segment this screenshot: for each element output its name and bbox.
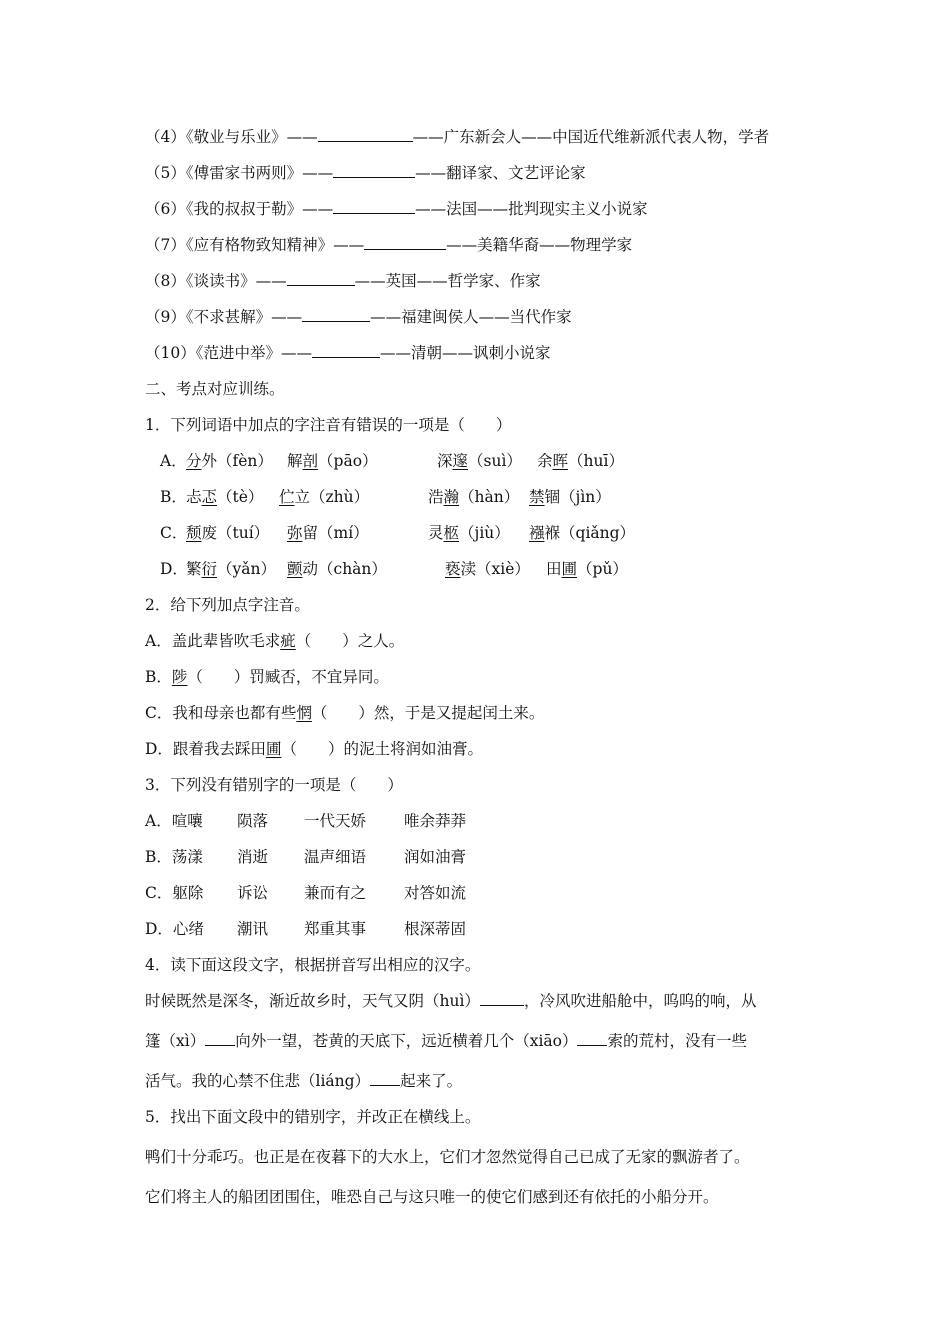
answer-blank[interactable] xyxy=(333,163,415,178)
option-letter: B． xyxy=(160,488,187,506)
question-3-stem: 3．下列没有错别字的一项是（ ） xyxy=(145,776,403,794)
author-post: ——翻译家、文艺评论家 xyxy=(415,164,586,182)
author-line-9 xyxy=(145,307,572,327)
option-word-2: 颤动（chàn） xyxy=(287,560,387,578)
answer-blank[interactable] xyxy=(312,343,380,358)
question-2-stem: 2．给下列加点字注音。 xyxy=(145,596,310,614)
option-cell: 唯余莽莽 xyxy=(404,812,467,830)
answer-blank[interactable] xyxy=(480,991,524,1006)
question-4-passage-line-1: 时候既然是深冬，渐近故乡时，天气又阴（huì） ，冷风吹进船舱中，呜呜的响，从 xyxy=(145,992,757,1010)
author-pre: （4）《敬业与乐业》—— xyxy=(145,128,318,146)
author-pre: （5）《傅雷家书两则》—— xyxy=(145,164,334,182)
option-cell: C．躯除 xyxy=(145,884,204,902)
option-letter: A． xyxy=(160,452,187,470)
option-cell: A．喧嚷 xyxy=(145,812,203,830)
author-pre: （8）《谈读书》—— xyxy=(145,272,287,290)
option-cell: 诉讼 xyxy=(237,884,269,902)
author-pre: （9）《不求甚解》—— xyxy=(145,308,303,326)
answer-blank[interactable] xyxy=(364,235,446,250)
option-word-1: 忐忑（tè） xyxy=(186,488,264,506)
question-5-passage-line-1: 鸭们十分乖巧。也正是在夜暮下的大水上，它们才忽然觉得自己已成了无家的飘游者了。 xyxy=(145,1148,750,1166)
option-word-4: 田圃（pǔ） xyxy=(546,560,628,578)
question-4-passage-line-2: 篷（xì） 向外一望，苍黄的天底下，远近横着几个（xiāo） 索的荒村，没有一些 xyxy=(145,1032,747,1050)
option-word-4: 襁褓（qiǎng） xyxy=(529,524,636,542)
option-cell: D．心绪 xyxy=(145,920,204,938)
section-title: 二、考点对应训练。 xyxy=(145,380,285,398)
option-cell: 对答如流 xyxy=(404,884,467,902)
author-post: ——广东新会人——中国近代维新派代表人物，学者 xyxy=(412,128,770,146)
option-cell: 一代天娇 xyxy=(304,812,367,830)
question-4-passage-line-3: 活气。我的心禁不住悲（liáng） 起来了。 xyxy=(145,1072,463,1090)
answer-blank[interactable] xyxy=(318,127,413,142)
answer-blank[interactable] xyxy=(370,1071,400,1086)
author-line-4 xyxy=(145,127,769,147)
option-word-1: 颓废（tuí） xyxy=(186,524,270,542)
option-word-4: 禁锢（jìn） xyxy=(529,488,611,506)
option-word-2: 伫立（zhù） xyxy=(279,488,370,506)
author-line-8 xyxy=(145,271,541,291)
option-cell: 潮讯 xyxy=(237,920,269,938)
author-pre: （6）《我的叔叔于勒》—— xyxy=(145,200,334,218)
option-word-4: 余晖（huī） xyxy=(537,452,624,470)
question-2-item-c: C．我和母亲也都有些惘（ ）然，于是又提起闰土来。 xyxy=(145,704,545,722)
option-word-1: 繁衍（yǎn） xyxy=(186,560,277,578)
author-post: ——英国——哲学家、作家 xyxy=(354,272,541,290)
option-word-3: 浩瀚（hàn） xyxy=(428,488,520,506)
option-word-3: 深邃（suì） xyxy=(437,452,522,470)
option-word-2: 弥留（mí） xyxy=(287,524,369,542)
question-5-stem: 5．找出下面文段中的错别字，并改正在横线上。 xyxy=(145,1108,481,1126)
question-4-stem: 4．读下面这段文字，根据拼音写出相应的汉字。 xyxy=(145,956,481,974)
author-line-6 xyxy=(145,199,648,219)
author-post: ——美籍华裔——物理学家 xyxy=(446,236,633,254)
option-word-3: 灵柩（jiù） xyxy=(428,524,510,542)
question-1-stem: 1．下列词语中加点的字注音有错误的一项是（ ） xyxy=(145,416,512,434)
author-post: ——清朝——讽刺小说家 xyxy=(379,344,551,362)
author-post: ——法国——批判现实主义小说家 xyxy=(415,200,648,218)
answer-blank[interactable] xyxy=(287,271,355,286)
option-cell: B．荡漾 xyxy=(145,848,203,866)
question-2-item-d: D．跟着我去踩田圃（ ）的泥土将润如油膏。 xyxy=(145,740,483,758)
author-line-10 xyxy=(145,343,551,363)
option-letter: D． xyxy=(160,560,188,578)
option-cell: 润如油膏 xyxy=(404,848,467,866)
option-cell: 根深蒂固 xyxy=(404,920,467,938)
question-5-passage-line-2: 它们将主人的船团团围住，唯恐自己与这只唯一的使它们感到还有依托的小船分开。 xyxy=(145,1188,719,1206)
answer-blank[interactable] xyxy=(302,307,370,322)
option-cell: 消逝 xyxy=(237,848,269,866)
option-cell: 陨落 xyxy=(237,812,269,830)
question-2-item-b: B．陟（ ）罚臧否，不宜异同。 xyxy=(145,668,389,686)
answer-blank[interactable] xyxy=(333,199,415,214)
option-cell: 温声细语 xyxy=(304,848,367,866)
author-post: ——福建闽侯人——当代作家 xyxy=(370,308,572,326)
author-pre: （7）《应有格物致知精神》—— xyxy=(145,236,365,254)
option-word-2: 解剖（pāo） xyxy=(287,452,378,470)
author-pre: （10）《范进中举》—— xyxy=(145,344,312,362)
option-cell: 兼而有之 xyxy=(304,884,367,902)
author-line-7 xyxy=(145,235,632,255)
answer-blank[interactable] xyxy=(205,1031,235,1046)
answer-blank[interactable] xyxy=(577,1031,607,1046)
author-line-5 xyxy=(145,163,586,183)
option-cell: 郑重其事 xyxy=(304,920,367,938)
option-word-1: 分外（fèn） xyxy=(186,452,273,470)
question-2-item-a: A．盖此辈皆吹毛求疵（ ）之人。 xyxy=(145,632,405,650)
option-letter: C． xyxy=(160,524,188,542)
option-word-3: 亵渎（xiè） xyxy=(445,560,530,578)
